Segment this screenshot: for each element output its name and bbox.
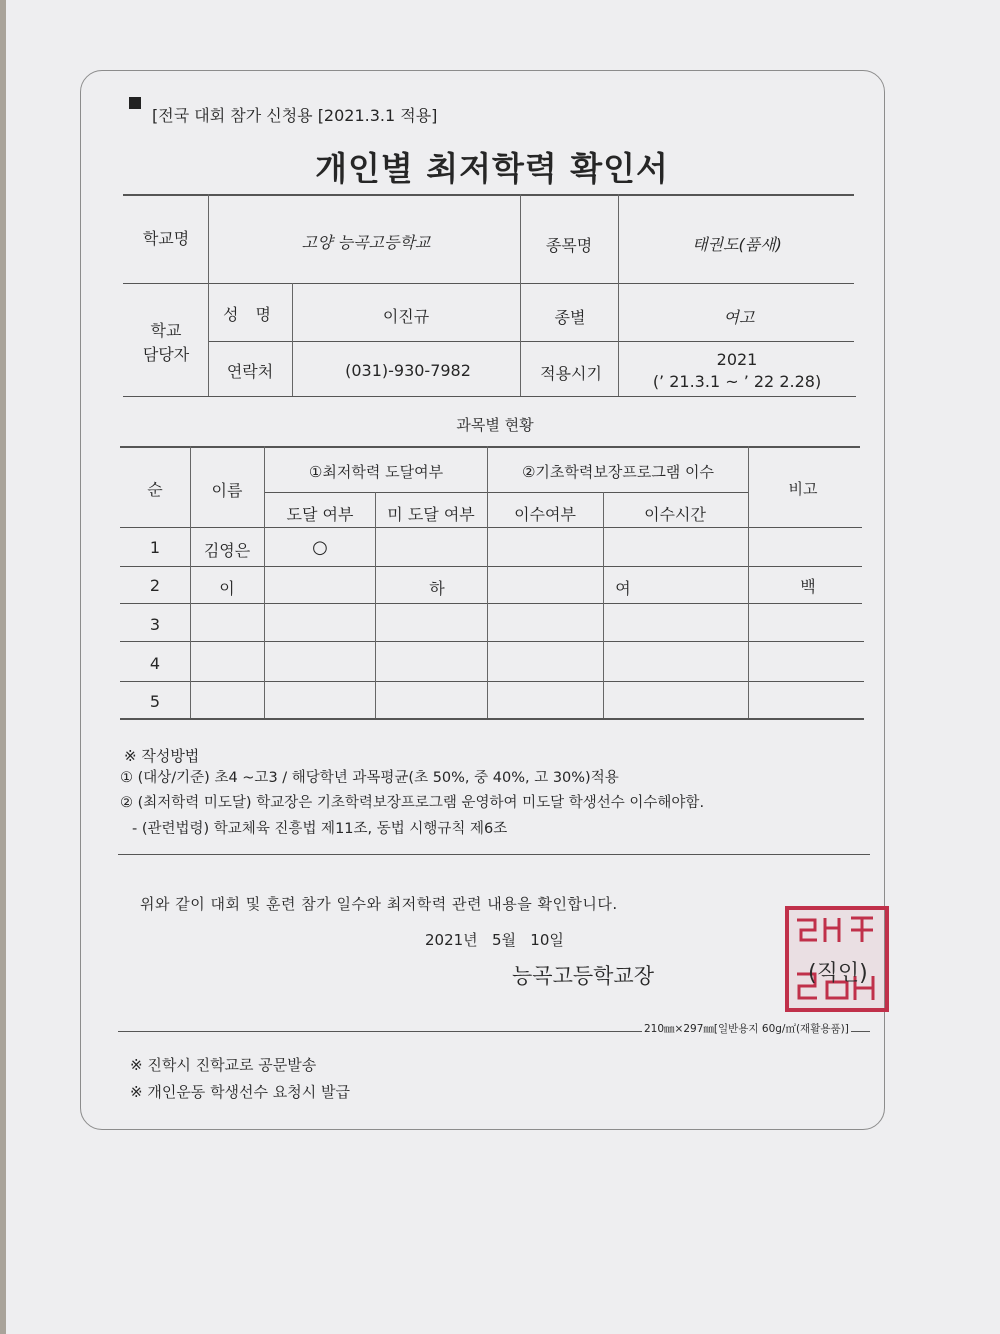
table-divider bbox=[264, 446, 265, 718]
period-label: 적용시기 bbox=[540, 364, 602, 383]
row-3-no: 3 bbox=[149, 615, 161, 634]
row-1-reached: ○ bbox=[312, 537, 328, 558]
info-divider bbox=[292, 283, 293, 396]
table-bottom-line bbox=[120, 718, 864, 720]
row-5-no: 5 bbox=[149, 692, 161, 711]
info-line bbox=[123, 283, 854, 284]
footer-note-1: ※ 진학시 진학교로 공문발송 bbox=[130, 1056, 317, 1074]
category-value: 여고 bbox=[723, 308, 755, 327]
info-divider bbox=[520, 194, 521, 396]
table-divider bbox=[375, 492, 376, 718]
manager-label-line2: 담당자 bbox=[142, 345, 190, 364]
table-top-line bbox=[120, 446, 860, 448]
table-divider bbox=[190, 446, 191, 718]
info-line bbox=[208, 341, 854, 342]
row-2-not-reached: 하 bbox=[429, 579, 445, 598]
row-2-remark: 백 bbox=[800, 577, 816, 596]
contact-value: (031)-930-7982 bbox=[345, 361, 471, 380]
period-value-range: (’ 21.3.1 ~ ’ 22 2.28) bbox=[652, 372, 822, 391]
info-divider bbox=[208, 194, 209, 396]
category-label: 종별 bbox=[554, 308, 586, 327]
col-header-remark: 비고 bbox=[788, 480, 818, 498]
sub-header-completed: 이수여부 bbox=[514, 505, 576, 524]
seal-mark-text: (직인) bbox=[808, 961, 868, 986]
form-border bbox=[80, 70, 885, 1130]
table-line bbox=[264, 492, 748, 493]
period-value-year: 2021 bbox=[716, 350, 758, 369]
paper-spec: 210㎜×297㎜[일반용지 60g/㎡(재활용품)] bbox=[644, 1023, 849, 1035]
event-value: 태권도(품새) bbox=[692, 235, 782, 254]
table-caption: 과목별 현황 bbox=[456, 416, 534, 434]
group-header-program: ②기초학력보장프로그램 이수 bbox=[521, 463, 715, 481]
notes-line-2: ② (최저학력 미도달) 학교장은 기초학력보장프로그램 운영하여 미도달 학생선수 이수해야함. bbox=[120, 795, 705, 811]
table-line bbox=[120, 603, 862, 604]
row-2-name: 이 bbox=[219, 579, 235, 598]
table-line bbox=[120, 527, 862, 528]
notes-divider bbox=[118, 854, 870, 855]
header-tag: [전국 대회 참가 신청용 [2021.3.1 적용] bbox=[152, 106, 438, 125]
info-bottom-line bbox=[123, 396, 856, 397]
school-value: 고양 능곡고등학교 bbox=[301, 233, 431, 252]
row-4-no: 4 bbox=[149, 654, 161, 673]
table-divider bbox=[603, 492, 604, 718]
row-1-no: 1 bbox=[149, 538, 161, 557]
confirm-statement: 위와 같이 대회 및 훈련 참가 일수와 최저학력 관련 내용을 확인합니다. bbox=[140, 895, 618, 913]
sub-header-not-reached: 미 도달 여부 bbox=[387, 505, 475, 524]
contact-label: 연락처 bbox=[226, 362, 274, 381]
table-divider bbox=[487, 446, 488, 718]
info-divider bbox=[618, 194, 619, 396]
col-header-no: 순 bbox=[147, 480, 163, 499]
document-title: 개인별 최저학력 확인서 bbox=[315, 149, 669, 188]
table-line bbox=[120, 641, 864, 642]
row-2-no: 2 bbox=[149, 576, 161, 595]
manager-label-line1: 학교 bbox=[150, 321, 182, 340]
footer-note-2: ※ 개인운동 학생선수 요청시 발급 bbox=[130, 1083, 351, 1101]
event-label: 종목명 bbox=[545, 236, 593, 255]
table-line bbox=[120, 681, 864, 682]
principal-name: 능곡고등학교장 bbox=[512, 964, 655, 988]
row-2-hours: 여 bbox=[615, 579, 631, 598]
sub-header-hours: 이수시간 bbox=[644, 505, 706, 524]
col-header-name: 이름 bbox=[211, 481, 243, 500]
table-line bbox=[120, 566, 862, 567]
sub-header-reached: 도달 여부 bbox=[286, 505, 354, 524]
notes-line-1: ① (대상/기준) 초4 ~고3 / 해당학년 과목평균(초 50%, 중 40%, 고 30%)적용 bbox=[120, 770, 619, 786]
school-label: 학교명 bbox=[142, 229, 190, 248]
header-square-bullet bbox=[129, 97, 141, 109]
table-divider bbox=[748, 446, 749, 718]
confirm-date: 2021년 5월 10일 bbox=[425, 931, 564, 949]
notes-heading: ※ 작성방법 bbox=[124, 747, 200, 765]
group-header-reached: ①최저학력 도달여부 bbox=[308, 463, 444, 481]
name-value: 이진규 bbox=[382, 307, 430, 326]
notes-line-3: - (관련법령) 학교체육 진흥법 제11조, 동법 시행규칙 제6조 bbox=[132, 821, 508, 837]
name-label: 성 명 bbox=[223, 305, 277, 324]
info-top-line bbox=[123, 194, 854, 196]
row-1-name: 김영은 bbox=[203, 541, 251, 560]
